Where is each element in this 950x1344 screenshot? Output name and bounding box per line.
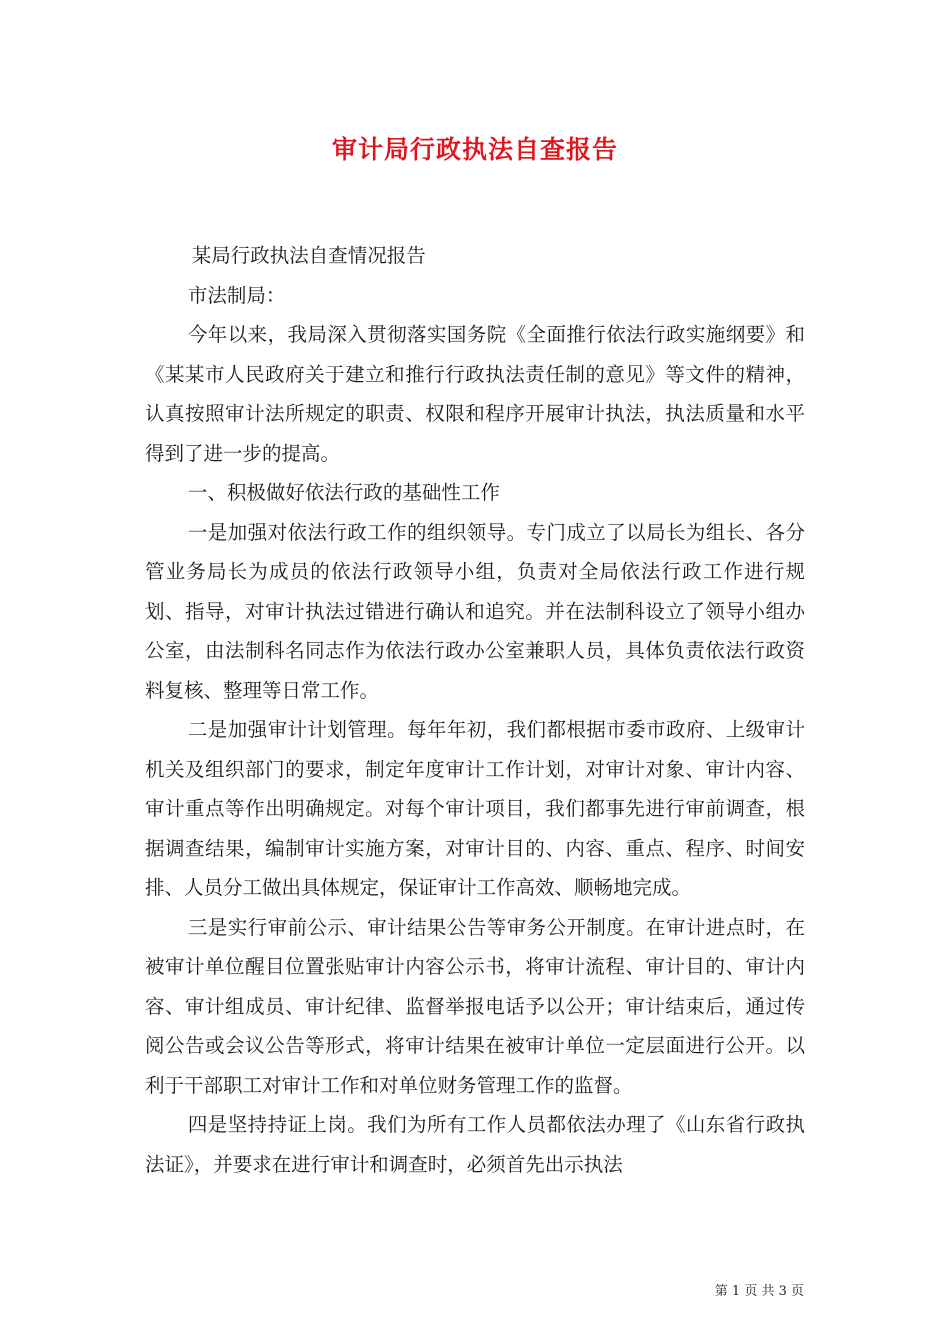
- paragraph-4: 四是坚持持证上岗。我们为所有工作人员都依法办理了《山东省行政执法证》，并要求在进行审计和调查时，必须首先出示执法: [145, 1113, 805, 1176]
- section-heading-1: 一、积极做好依法行政的基础性工作: [187, 481, 500, 504]
- report-subtitle: 某局行政执法自查情况报告: [191, 244, 426, 267]
- paragraph-1: 一是加强对依法行政工作的组织领导。专门成立了以局长为组长、各分管业务局长为成员的依法行政领导小组，负责对全局依法行政工作进行规划、指导，对审计执法过错进行确认和追究。并在法制科设立了领导小组办公室，由法制科名同志作为依法行政办公室兼职人员，具体负责依法行政资料复核、整理等日常工作。: [145, 520, 805, 702]
- salutation: 市法制局：: [187, 283, 286, 307]
- page-number: 第 1 页 共 3 页: [714, 1284, 804, 1299]
- paragraph-3: 三是实行审前公示、审计结果公告等审务公开制度。在审计进点时，在被审计单位醒目位置张贴审计内容公示书，将审计流程、审计目的、审计内容、审计组成员、审计纪律、监督举报电话予以公开；审计结束后，通过传阅公告或会议公告等形式，将审计结果在被审计单位一定层面进行公开。以利于干部职工对审计工作和对单位财务管理工作的监督。: [145, 915, 805, 1097]
- paragraph-2: 二是加强审计计划管理。每年年初，我们都根据市委市政府、上级审计机关及组织部门的要求，制定年度审计工作计划，对审计对象、审计内容、审计重点等作出明确规定。对每个审计项目，我们都事先进行审前调查，根据调查结果，编制审计实施方案，对审计目的、内容、重点、程序、时间安排、人员分工做出具体规定，保证审计工作高效、顺畅地完成。: [145, 718, 805, 899]
- intro-paragraph: 今年以来，我局深入贯彻落实国务院《全面推行依法行政实施纲要》和《某某市人民政府关于建立和推行行政执法责任制的意见》等文件的精神，认真按照审计法所规定的职责、权限和程序开展审计执法，执法质量和水平得到了进一步的提高。: [145, 323, 805, 465]
- document-body: [145, 236, 805, 1184]
- document-title: 审计局行政执法自查报告: [331, 135, 618, 164]
